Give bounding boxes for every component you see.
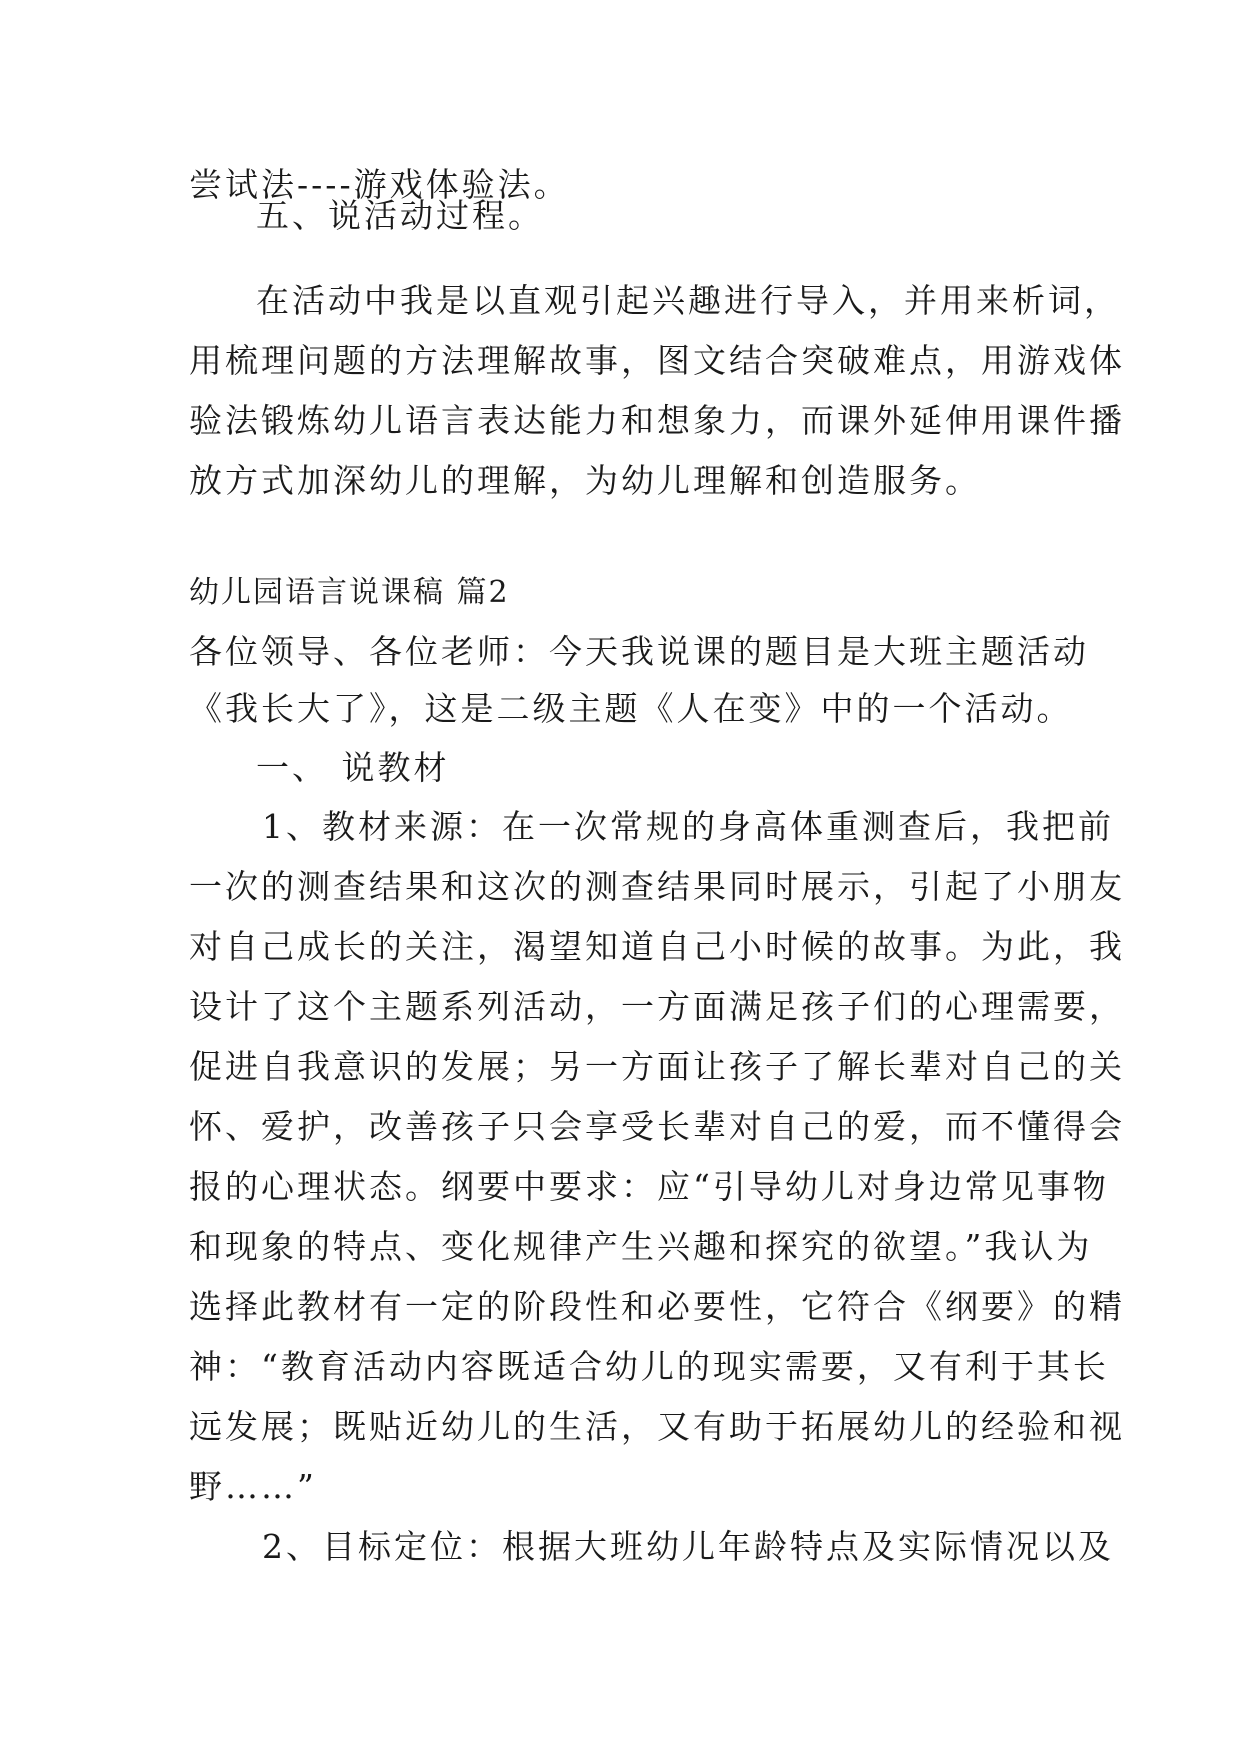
paragraph-line: 促进自我意识的发展；另一方面让孩子了解长辈对自己的关	[189, 1047, 1125, 1086]
paragraph-line: 野……”	[189, 1467, 317, 1506]
paragraph-line: 《我长大了》，这是二级主题《人在变》中的一个活动。	[189, 689, 1073, 728]
paragraph-line: 对自己成长的关注，渴望知道自己小时候的故事。为此，我	[189, 927, 1125, 966]
section-heading-activity-process: 五、说活动过程。	[256, 196, 544, 235]
paragraph-line: 神：“教育活动内容既适合幼儿的现实需要，又有利于其长	[189, 1347, 1109, 1386]
paragraph-line: 和现象的特点、变化规律产生兴趣和探究的欲望。”我认为	[189, 1227, 1093, 1266]
paragraph-line: 选择此教材有一定的阶段性和必要性，它符合《纲要》的精	[189, 1287, 1125, 1326]
paragraph-line: 验法锻炼幼儿语言表达能力和想象力，而课外延伸用课件播	[189, 401, 1125, 440]
paragraph-line: 远发展；既贴近幼儿的生活，又有助于拓展幼儿的经验和视	[189, 1407, 1125, 1446]
paragraph-line: 2、目标定位：根据大班幼儿年龄特点及实际情况以及	[262, 1527, 1114, 1566]
paragraph-line: 放方式加深幼儿的理解，为幼儿理解和创造服务。	[189, 461, 981, 500]
paragraph-line: 1、教材来源：在一次常规的身高体重测查后，我把前	[262, 807, 1114, 846]
paragraph-line: 设计了这个主题系列活动，一方面满足孩子们的心理需要，	[189, 987, 1125, 1026]
paragraph-line: 一次的测查结果和这次的测查结果同时展示，引起了小朋友	[189, 867, 1125, 906]
paragraph-line: 报的心理状态。纲要中要求：应“引导幼儿对身边常见事物	[189, 1167, 1109, 1206]
paragraph-line: 用梳理问题的方法理解故事，图文结合突破难点，用游戏体	[189, 341, 1125, 380]
paragraph-line: 在活动中我是以直观引起兴趣进行导入，并用来析词，	[256, 281, 1120, 320]
paragraph-line: 各位领导、各位老师：今天我说课的题目是大班主题活动	[189, 632, 1089, 671]
paragraph-line: 尝试法----游戏体验法。	[189, 165, 570, 204]
article-title: 幼儿园语言说课稿 篇2	[189, 575, 510, 610]
section-heading-teaching-material: 一、 说教材	[256, 748, 450, 787]
paragraph-line: 怀、爱护，改善孩子只会享受长辈对自己的爱，而不懂得会	[189, 1107, 1125, 1146]
